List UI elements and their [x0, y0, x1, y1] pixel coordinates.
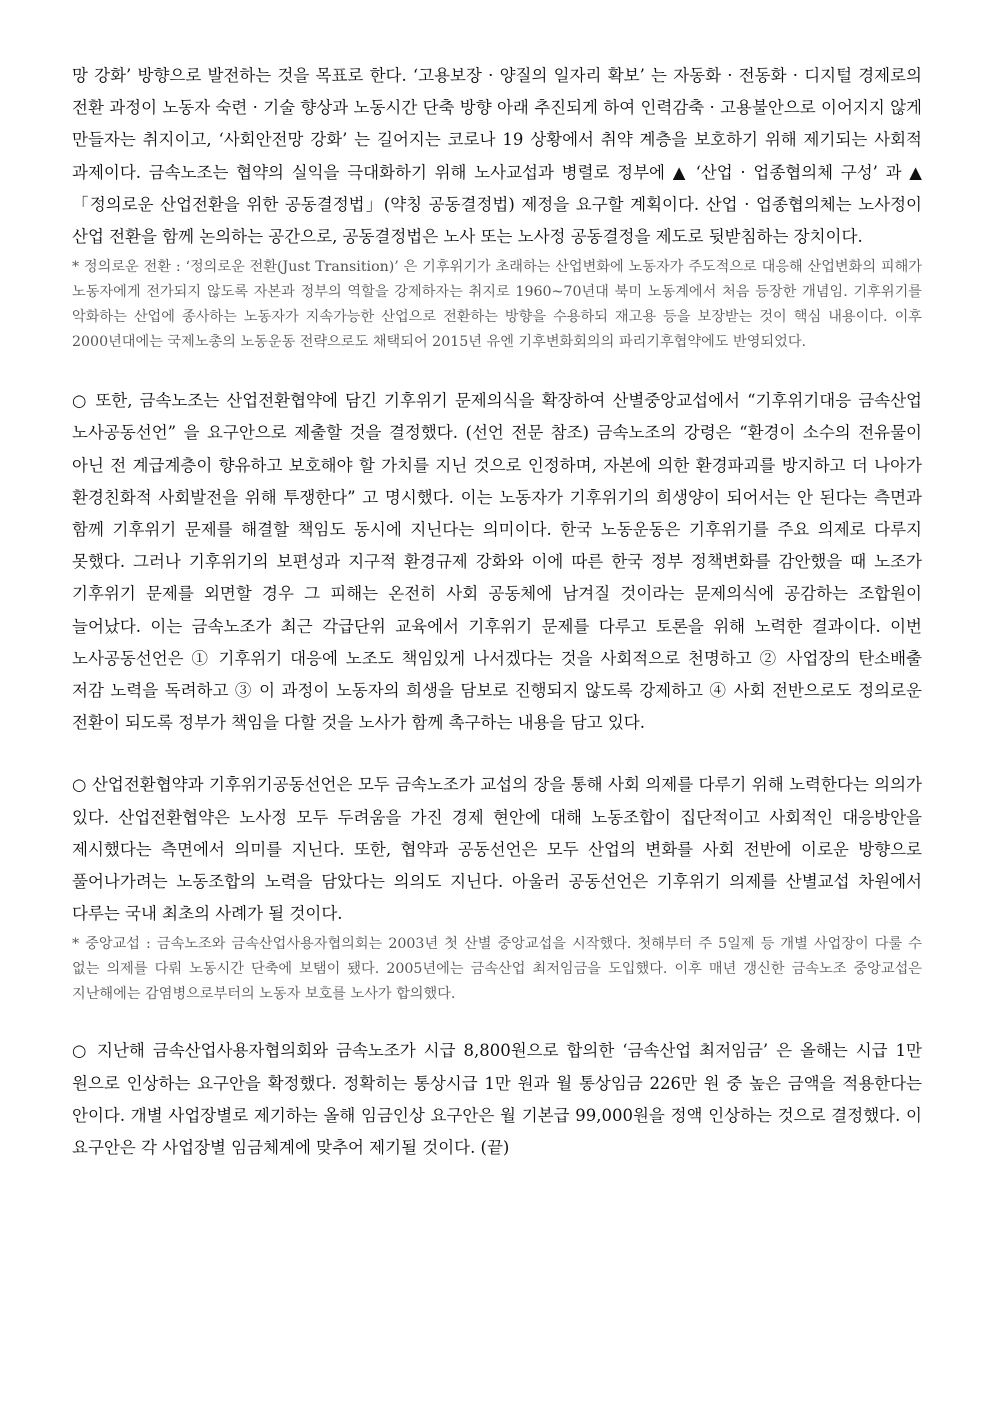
footnote-central-bargaining: * 중앙교섭 : 금속노조와 금속산업사용자협의회는 2003년 첫 산별 중앙교섭을 시작했다. 첫해부터 주 5일제 등 개별 사업장이 다룰 수 없는 의제를 다뤄 노동시간 단축에 보탬이 됐다. 2005년에는 금속산업 최저임금을 도입했다. 이후 매년 갱신한 금속노조 중앙교섭은 지난해에는 감염병으로부터의 노동자 보호를 노사가 합의했다.: [72, 936, 922, 1003]
paragraph-gap: [72, 1007, 922, 1035]
body-paragraph-3: ○ 산업전환협약과 기후위기공동선언은 모두 금속노조가 교섭의 장을 통해 사회 의제를 다루기 위해 노력한다는 의의가 있다. 산업전환협약은 노사정 모두 두려움을 가진 경제 현안에 대해 노동조합이 집단적이고 사회적인 대응방안을 제시했다는 측면에서 의미를 지닌다. 또한, 협약과 공동선언은 모두 산업의 변화를 사회 전반에 이로운 방향으로 풀어나가려는 노동조합의 노력을 담았다는 의의도 지닌다. 아울러 공동선언은 기후위기 의제를 산별교섭 차원에서 다루는 국내 최초의 사례가 될 것이다.: [72, 775, 922, 924]
footnote-just-transition: * 정의로운 전환 : ‘정의로운 전환(Just Transition)’ 은 기후위기가 초래하는 산업변화에 노동자가 주도적으로 대응해 산업변화의 피해가 노동자에게 전가되지 않도록 자본과 정부의 역할을 강제하자는 취지로 1960~70년대 북미 노동계에서 처음 등장한 개념임. 기후위기를 악화하는 산업에 종사하는 노동자가 지속가능한 산업으로 전환하는 방향을 수용하되 재고용 등을 보장받는 것이 핵심 내용이다. 이후 2000년대에는 국제노총의 노동운동 전략으로도 채택되어 2015년 유엔 기후변화회의의 파리기후협약에도 반영되었다.: [72, 259, 922, 351]
paragraph-gap: [72, 355, 922, 385]
paragraph-gap: [72, 739, 922, 769]
body-paragraph-1: 망 강화’ 방향으로 발전하는 것을 목표로 한다. ‘고용보장 · 양질의 일자리 확보’ 는 자동화 · 전동화 · 디지털 경제로의 전환 과정이 노동자 숙련 · 기술 향상과 노동시간 단축 방향 아래 추진되게 하여 인력감축 · 고용불안으로 이어지지 않게 만들자는 취지이고, ‘사회안전망 강화’ 는 길어지는 코로나 19 상황에서 취약 계층을 보호하기 위해 제기되는 사회적 과제이다. 금속노조는 협약의 실익을 극대화하기 위해 노사교섭과 병렬로 정부에 ▲ ‘산업 · 업종협의체 구성’ 과 ▲ 「정의로운 산업전환을 위한 공동결정법」(약칭 공동결정법) 제정을 요구할 계획이다. 산업 · 업종협의체는 노사정이 산업 전환을 함께 논의하는 공간으로, 공동결정법은 노사 또는 노사정 공동결정을 제도로 뒷받침하는 장치이다.: [72, 66, 922, 247]
body-paragraph-4: ○ 지난해 금속산업사용자협의회와 금속노조가 시급 8,800원으로 합의한 ‘금속산업 최저임금’ 은 올해는 시급 1만 원으로 인상하는 요구안을 확정했다. 정확히는 통상시급 1만 원과 월 통상임금 226만 원 중 높은 금액을 적용한다는 안이다. 개별 사업장별로 제기하는 올해 임금인상 요구안은 월 기본급 99,000원을 정액 인상하는 것으로 결정했다. 이 요구안은 각 사업장별 임금체계에 맞추어 제기될 것이다. (끝): [72, 1041, 922, 1158]
body-paragraph-2: ○ 또한, 금속노조는 산업전환협약에 담긴 기후위기 문제의식을 확장하여 산별중앙교섭에서 “기후위기대응 금속산업 노사공동선언” 을 요구안으로 제출할 것을 결정했다. (선언 전문 참조) 금속노조의 강령은 “환경이 소수의 전유물이 아닌 전 계급계층이 향유하고 보호해야 할 가치를 지닌 것으로 인정하며, 자본에 의한 환경파괴를 방지하고 더 나아가 환경친화적 사회발전을 위해 투쟁한다” 고 명시했다. 이는 노동자가 기후위기의 희생양이 되어서는 안 된다는 측면과 함께 기후위기 문제를 해결할 책임도 동시에 지닌다는 의미이다. 한국 노동운동은 기후위기를 주요 의제로 다루지 못했다. 그러나 기후위기의 보편성과 지구적 환경규제 강화와 이에 따른 한국 정부 정책변화를 감안했을 때 노조가 기후위기 문제를 외면할 경우 그 피해는 온전히 사회 공동체에 남겨질 것이라는 문제의식에 공감하는 조합원이 늘어났다. 이는 금속노조가 최근 각급단위 교육에서 기후위기 문제를 다루고 토론을 위해 노력한 결과이다. 이번 노사공동선언은 ① 기후위기 대응에 노조도 책임있게 나서겠다는 것을 사회적으로 천명하고 ② 사업장의 탄소배출 저감 노력을 독려하고 ③ 이 과정이 노동자의 희생을 담보로 진행되지 않도록 강제하고 ④ 사회 전반으로도 정의로운 전환이 되도록 정부가 책임을 다할 것을 노사가 함께 촉구하는 내용을 담고 있다.: [72, 391, 922, 733]
